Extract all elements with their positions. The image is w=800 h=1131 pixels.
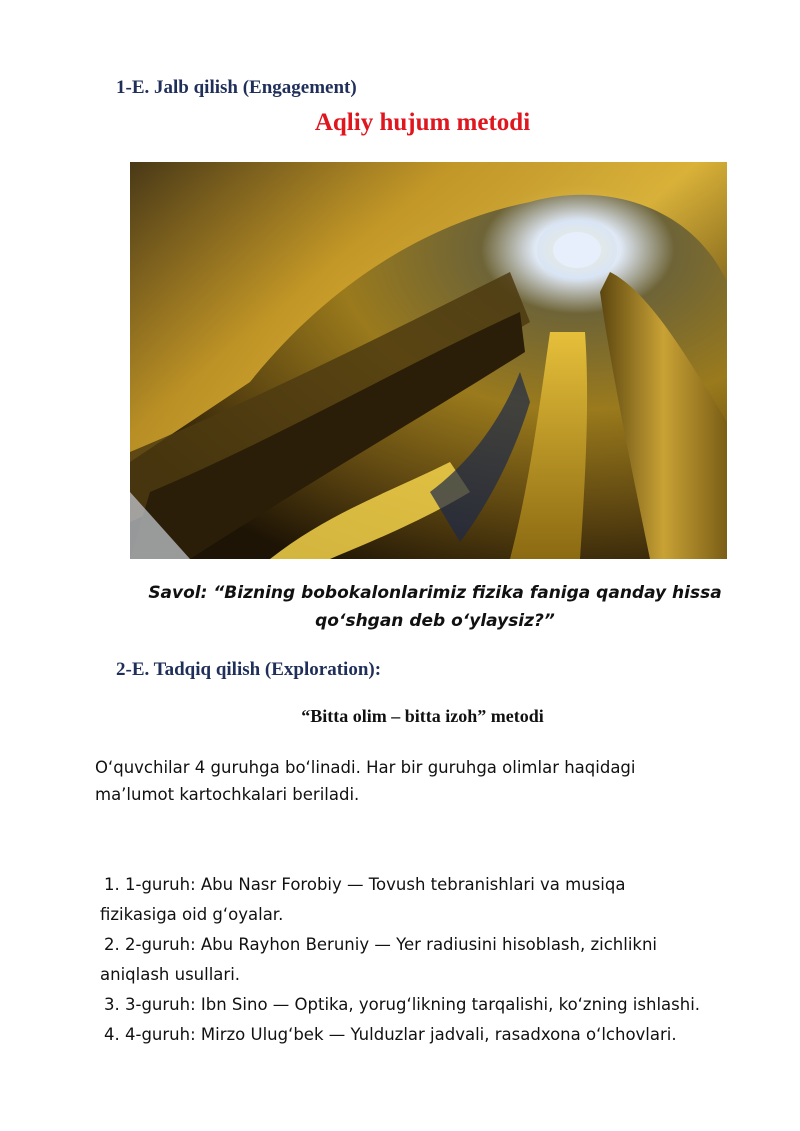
- list-item-text: 4-guruh: Mirzo Ulug‘bek — Yulduzlar jadvali, rasadxona o‘lchovlari.: [125, 1025, 677, 1044]
- list-item-continuation: fizikasiga oid g‘oyalar.: [100, 905, 284, 924]
- list-item: [100, 1020, 760, 1050]
- list-item: [100, 870, 760, 930]
- list-item-number: 2.: [104, 935, 120, 954]
- method-title: Aqliy hujum metodi: [314, 109, 531, 136]
- intro-paragraph: [95, 754, 695, 808]
- list-item-number: 1.: [104, 875, 120, 894]
- list-item: [100, 990, 760, 1020]
- section-heading-engagement: 1-E. Jalb qilish (Engagement): [116, 77, 357, 98]
- tunnel-photo: [130, 162, 727, 559]
- question-text: [130, 579, 740, 635]
- list-item-number: 3.: [104, 995, 120, 1014]
- section-heading-exploration: 2-E. Tadqiq qilish (Exploration):: [116, 659, 382, 680]
- list-item-text: 3-guruh: Ibn Sino — Optika, yorug‘likning tarqalishi, ko‘zning ishlashi.: [125, 995, 701, 1014]
- list-item: [100, 930, 760, 990]
- intro-line-2: ma’lumot kartochkalari beriladi.: [95, 785, 360, 804]
- group-list: [100, 870, 760, 1050]
- list-item-text: 2-guruh: Abu Rayhon Beruniy — Yer radiusini hisoblash, zichlikni: [125, 935, 658, 954]
- intro-line-1: O‘quvchilar 4 guruhga bo‘linadi. Har bir guruhga olimlar haqidagi: [95, 758, 636, 777]
- list-item-continuation: aniqlash usullari.: [100, 965, 241, 984]
- list-item-number: 4.: [104, 1025, 120, 1044]
- question-line-1: Savol: “Bizning bobokalonlarimiz fizika faniga qanday hissa: [148, 583, 722, 603]
- tunnel-photo-illustration: [130, 162, 727, 559]
- list-item-text: 1-guruh: Abu Nasr Forobiy — Tovush tebranishlari va musiqa: [125, 875, 626, 894]
- method-subtitle: “Bitta olim – bitta izoh” metodi: [301, 706, 544, 726]
- question-line-2: qo‘shgan deb o‘ylaysiz?”: [315, 611, 555, 631]
